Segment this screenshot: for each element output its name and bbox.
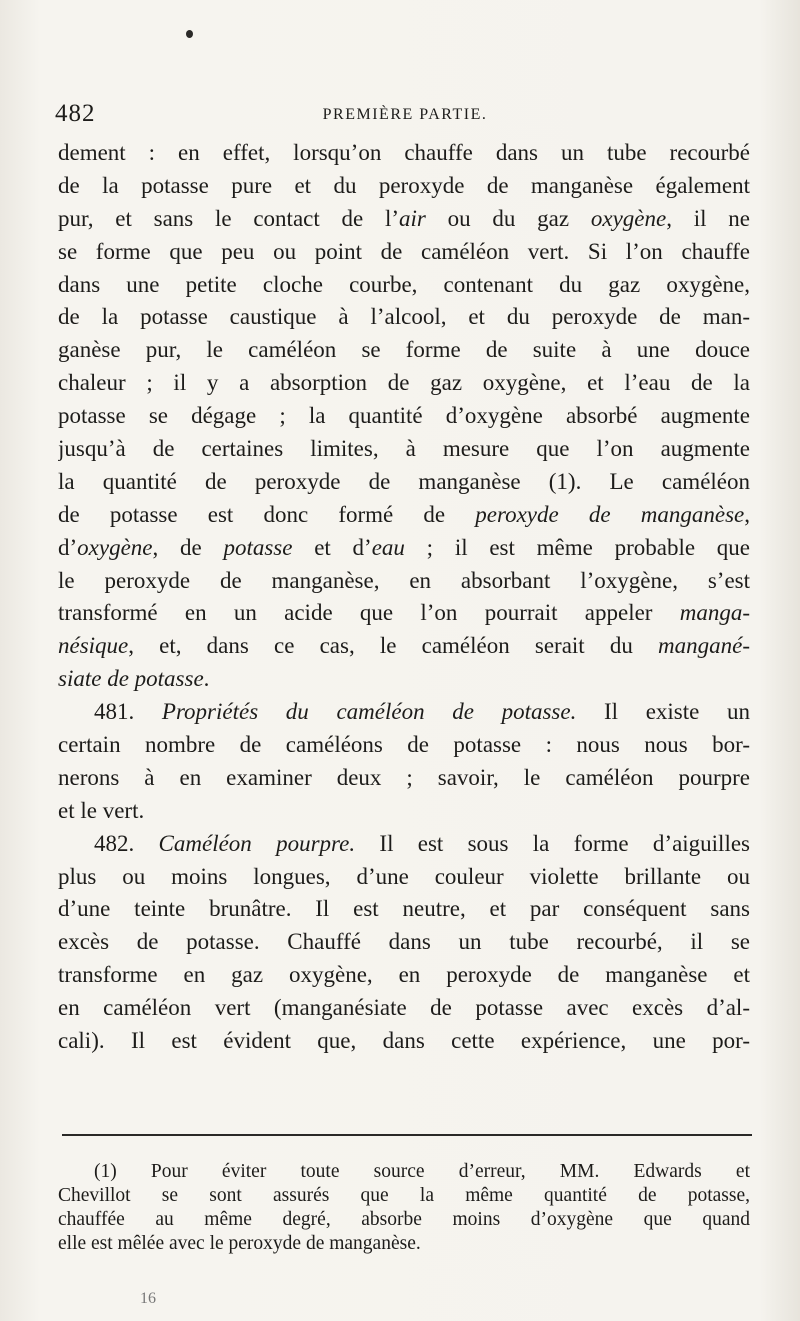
line-text: de la potasse caustique à l’alcool, et du peroxyde de man- (58, 304, 750, 330)
line-text: Il existe un (604, 699, 750, 725)
section-number: 482. (94, 830, 135, 856)
section-heading: Caméléon pourpre. (158, 830, 356, 856)
text-line (58, 466, 750, 499)
text-line (58, 565, 750, 598)
line-text: de potasse est donc formé de peroxyde de manganèse, (58, 501, 750, 527)
line-text: le peroxyde de manganèse, en absorbant l’oxygène, s’est (58, 567, 750, 593)
line-text: dement : en effet, lorsqu’on chauffe dans un tube recourbé (58, 140, 750, 165)
text-line (58, 367, 750, 400)
text-line: et le vert. (58, 797, 145, 823)
text-line: en caméléon vert (manganésiate de potasse avec excès d’al- (58, 995, 750, 1021)
text-line (58, 663, 750, 696)
line-text: siate de potasse. (58, 666, 210, 692)
signature-mark: 16 (140, 1290, 156, 1307)
text-line: excès de potasse. Chauffé dans un tube recourbé, il se (58, 929, 750, 955)
footnote-line: (1) Pour éviter toute source d’erreur, MM. Edwards et (94, 1161, 750, 1182)
text-line: d’une teinte brunâtre. Il est neutre, et par conséquent sans (58, 896, 750, 922)
line-text: de la potasse pure et du peroxyde de manganèse également (58, 172, 750, 198)
page-header (55, 100, 755, 132)
section-482-first-line (58, 828, 750, 861)
line-text: jusqu’à de certaines limites, à mesure que l’on augmente (58, 436, 750, 462)
footnote-line: elle est mêlée avec le peroxyde de manganèse. (58, 1233, 421, 1254)
text-line (58, 400, 750, 433)
line-text: d’oxygène, de potasse et d’eau ; il est même probable que (58, 534, 750, 560)
text-line: transforme en gaz oxygène, en peroxyde de manganèse et (58, 962, 750, 988)
text-line: nerons à en examiner deux ; savoir, le caméléon pourpre (58, 764, 750, 790)
footnote (58, 1160, 750, 1256)
text-line (58, 137, 750, 170)
body-text (58, 137, 750, 1058)
running-title: PREMIÈRE PARTIE. (322, 106, 488, 123)
footnote-line: chauffée au même degré, absorbe moins d’oxygène que quand (58, 1209, 750, 1230)
text-line (58, 301, 750, 334)
text-line (58, 170, 750, 203)
line-text: transformé en un acide que l’on pourrait appeler manga- (58, 600, 750, 626)
line-text: nésique, et, dans ce cas, le caméléon serait du mangané- (58, 633, 750, 659)
text-line (58, 334, 750, 367)
line-text: la quantité de peroxyde de manganèse (1). Le caméléon (58, 468, 750, 494)
footnote-divider (62, 1134, 752, 1136)
text-line: cali). Il est évident que, dans cette expérience, une por- (58, 1028, 750, 1054)
text-line (58, 269, 750, 302)
text-line (58, 433, 750, 466)
text-line (58, 499, 750, 532)
text-line (58, 597, 750, 630)
line-text: potasse se dégage ; la quantité d’oxygène absorbé augmente (58, 403, 750, 429)
page-number: 482 (55, 100, 96, 127)
line-text: chaleur ; il y a absorption de gaz oxygène, et l’eau de la (58, 370, 750, 396)
text-line (58, 630, 750, 663)
footnote-line: Chevillot se sont assurés que la même quantité de potasse, (58, 1185, 750, 1206)
line-text: dans une petite cloche courbe, contenant du gaz oxygène, (58, 271, 750, 297)
text-line (58, 532, 750, 565)
text-line (58, 236, 750, 269)
text-line (58, 203, 750, 236)
line-text: pur, et sans le contact de l’air ou du gaz oxygène, il ne (58, 205, 750, 231)
section-number: 481. (94, 699, 135, 725)
line-text: ganèse pur, le caméléon se forme de suite à une douce (58, 337, 750, 363)
section-481-first-line (58, 696, 750, 729)
line-text: Il est sous la forme d’aiguilles (379, 830, 750, 856)
ink-speck (186, 30, 193, 38)
line-text: se forme que peu ou point de caméléon vert. Si l’on chauffe (58, 238, 750, 264)
text-line: certain nombre de caméléons de potasse : nous nous bor- (58, 732, 750, 758)
text-line: plus ou moins longues, d’une couleur violette brillante ou (58, 863, 750, 889)
section-heading: Propriétés du caméléon de potasse. (161, 699, 577, 725)
